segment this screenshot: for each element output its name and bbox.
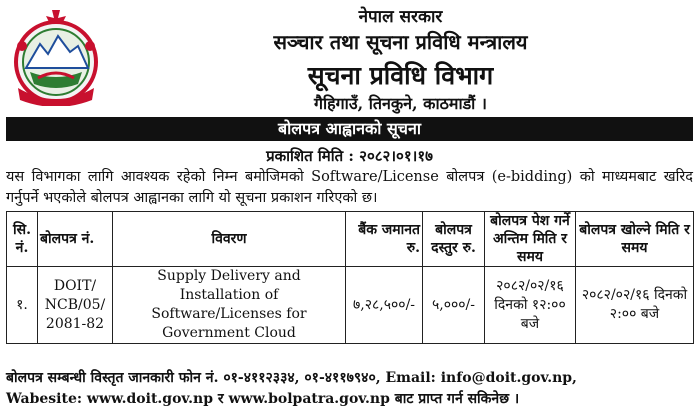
cell-serial: १. — [7, 267, 38, 344]
tender-table — [6, 211, 694, 344]
header-bank-guarantee: बैंक जमानत रु. — [346, 212, 423, 267]
header-tender-no: बोलपत्र नं. — [38, 212, 113, 267]
header-government: नेपाल सरकार — [358, 7, 443, 27]
intro-paragraph: यस विभागका लागि आवश्यक रहेको निम्न बमोजिमको Software/License बोलपत्र (e-bidding) को माध्यमबाट खरिद गर्नुपर्ने भएकोले बोलपत्र आह्वानका लागि यो सूचना प्रकाशन गरिएको छ। — [6, 169, 693, 206]
cell-tender-no: DOIT/ NCB/05/ 2081-82 — [38, 267, 113, 344]
header-description: विवरण — [113, 212, 346, 267]
nepal-emblem-icon — [8, 6, 104, 106]
header-serial: सि. नं. — [7, 212, 38, 267]
footer-website: Wabesite: www.doit.gov.np र www.bolpatra.gov.np बाट प्राप्त गर्न सकिनेछ । — [6, 391, 520, 407]
header-department: सूचना प्रविधि विभाग — [307, 61, 494, 90]
table-row — [7, 267, 694, 344]
cell-opening-time: २०८२/०२/१६ दिनको २:०० बजे — [576, 267, 694, 344]
cell-submission-deadline: २०८२/०२/१६ दिनको १२:०० बजे — [485, 267, 576, 344]
table-header-row — [7, 212, 694, 267]
cell-description: Supply Delivery and Installation of Software/Licenses for Government Cloud — [113, 267, 346, 344]
published-date: प्रकाशित मिति : २०८२।०१।१७ — [266, 147, 433, 165]
cell-fee: ५,०००/- — [423, 267, 485, 344]
header-opening-time: बोलपत्र खोल्ने मिति र समय — [576, 212, 694, 267]
header-submission-deadline: बोलपत्र पेश गर्ने अन्तिम मिति र समय — [485, 212, 576, 267]
notice-banner: बोलपत्र आह्वानको सूचना — [6, 117, 693, 141]
cell-bank-guarantee: ७,२८,५००/- — [346, 267, 423, 344]
header-fee: बोलपत्र दस्तुर रु. — [423, 212, 485, 267]
footer-contact — [6, 368, 695, 410]
header-ministry: सञ्चार तथा सूचना प्रविधि मन्त्रालय — [273, 30, 528, 54]
header-address: गैहिगाउँ, तिनकुने, काठमाडौं । — [314, 94, 487, 113]
footer-phone-email: बोलपत्र सम्बन्धी विस्तृत जानकारी फोन नं. ०१-४११२३३४, ०१-४११७९४०, Email: info@doit.gov.np, — [6, 370, 577, 386]
